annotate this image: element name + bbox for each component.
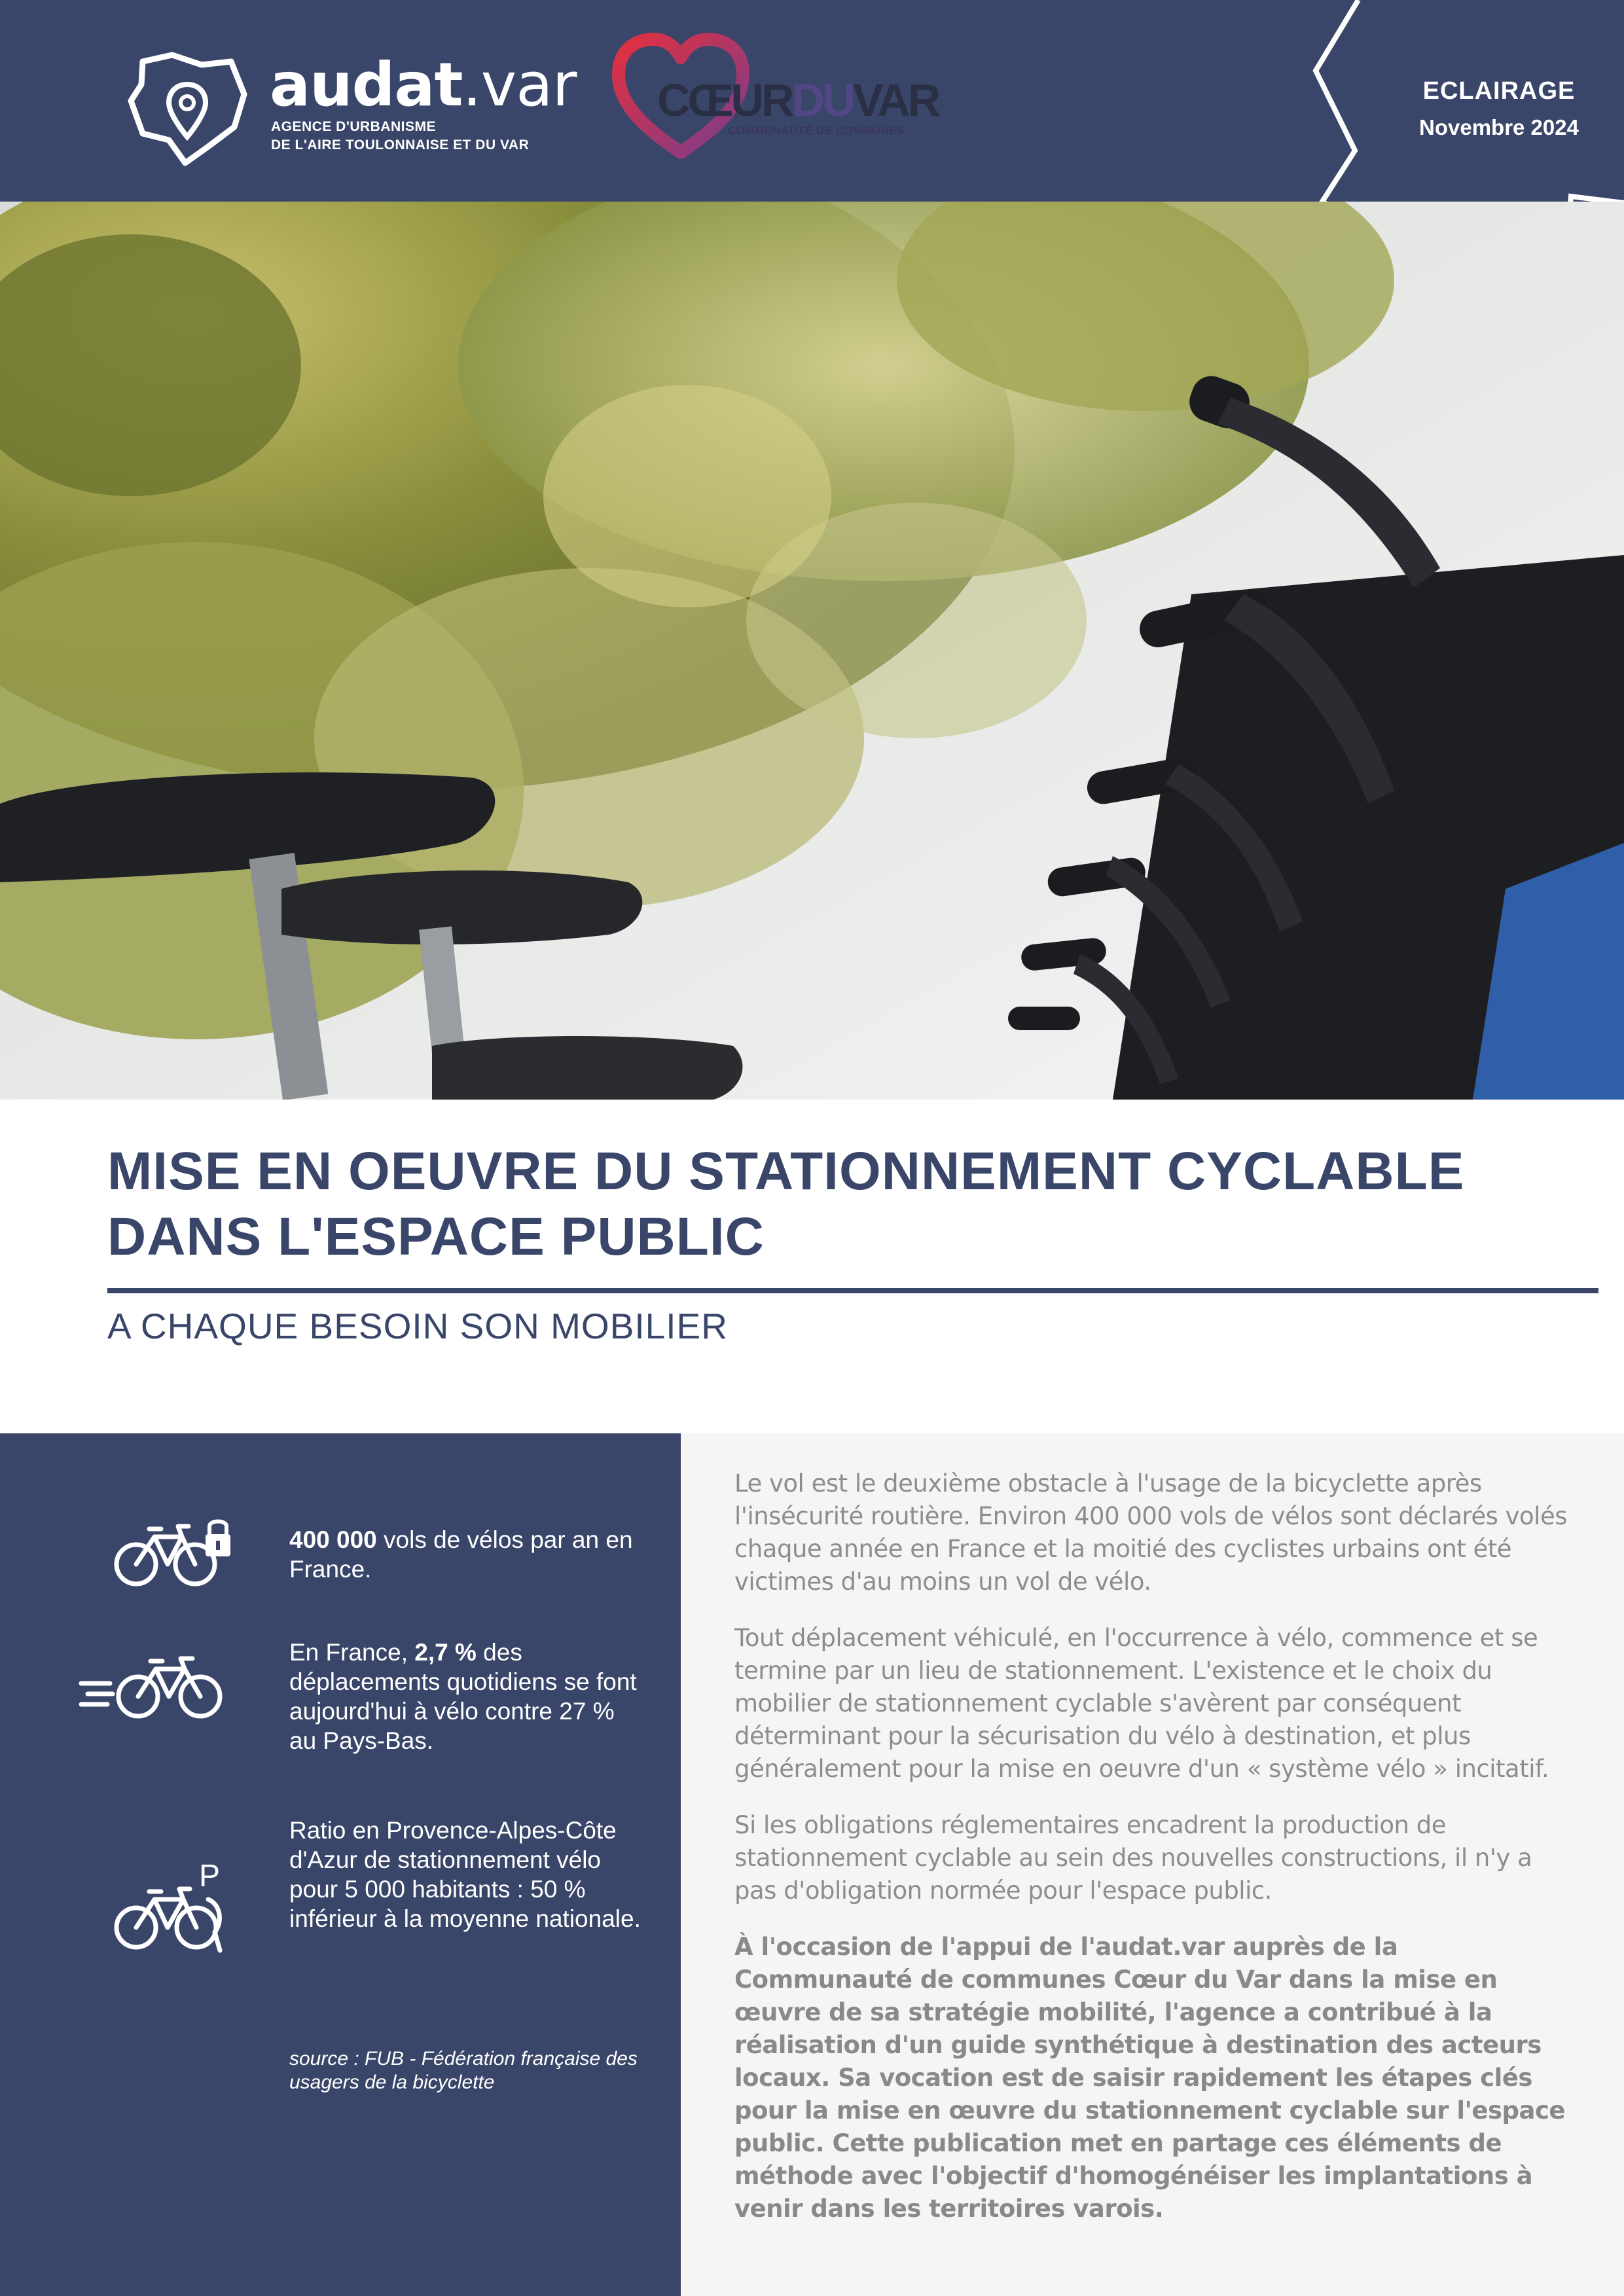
audat-word-bold: audat	[270, 50, 463, 120]
stat-share-label: des déplacements quotidiens se font aujourd'hui à vélo contre 27 % au Pays-Bas.	[289, 1639, 637, 1754]
audat-word-light: .var	[462, 50, 577, 120]
stat-thefts-value: 400 000	[289, 1526, 377, 1553]
bike-speed-icon	[76, 1649, 226, 1721]
title-line2: DANS L'ESPACE PUBLIC	[107, 1207, 765, 1266]
stat-share-value: 2,7 %	[414, 1639, 477, 1666]
svg-text:P: P	[199, 1859, 221, 1893]
cdv-word-mid: DU	[791, 75, 853, 126]
stat-share-prefix: En France,	[289, 1639, 415, 1666]
audat-logo-subtitle	[271, 118, 529, 154]
bike-padlock-icon	[110, 1512, 234, 1590]
stat-thefts	[289, 1525, 643, 1584]
page-title	[107, 1139, 1580, 1270]
stat-modal-share	[289, 1638, 643, 1755]
hero-photo	[0, 202, 1624, 1100]
title-divider	[107, 1288, 1598, 1293]
audat-logo-word	[270, 50, 577, 120]
body-text	[734, 1467, 1572, 2249]
cdv-word-start: CŒUR	[657, 75, 792, 126]
badge-date: Novembre 2024	[1419, 115, 1579, 139]
cdv-word-end: VAR	[852, 75, 939, 126]
body-paragraph: Le vol est le deuxième obstacle à l'usage de la bicyclette après l'insécurité routière. Environ 400 000 vols de vélos sont déclarés volés chaque année en France et la moitié des cyclistes urbains ont été victimes d'au moins un vol de vélo.	[734, 1469, 1567, 1596]
audat-map-pin-icon	[123, 48, 254, 166]
page-subtitle: A CHAQUE BESOIN SON MOBILIER	[107, 1306, 728, 1346]
body-paragraph: Tout déplacement véhiculé, en l'occurrence à vélo, commence et se termine par un lieu de stationnement. L'existence et le choix du mobilier de stationnement cyclable s'avèrent par conséquent déterminant pour la sécurisation du vélo à destination, et plus généralement pour la mise en oeuvre d'un « système vélo » incitatif.	[734, 1624, 1549, 1783]
bike-parking-icon	[110, 1859, 234, 1957]
bicycle-parking-photo	[0, 202, 1624, 1100]
audat-sub-line2: DE L'AIRE TOULONNAISE ET DU VAR	[271, 137, 530, 152]
stat-thefts-label: vols de vélos par an en France.	[289, 1526, 633, 1583]
badge-label: ECLAIRAGE	[1422, 77, 1576, 105]
cdv-logo-subtitle: COMMUNAUTÉ DE COMMUNES	[728, 124, 905, 137]
audat-sub-line1: AGENCE D'URBANISME	[271, 119, 437, 134]
body-paragraph: Si les obligations réglementaires encadrent la production de stationnement cyclable au sein des nouvelles constructions, il n'y a pas d'obligation normée pour l'espace public.	[734, 1811, 1532, 1905]
body-paragraph-highlight: À l'occasion de l'appui de l'audat.var auprès de la Communauté de communes Cœur du Var dans la mise en œuvre de sa stratégie mobilité, l'agence a contribué à la réalisation d'un guide synthétique à destination des acteurs locaux. Sa vocation est de saisir rapidement les étapes clés pour la mise en œuvre du stationnement cyclable sur l'espace public. Cette publication met en partage ces éléments de méthode avec l'objectif d'homogénéiser les implantations à venir dans les territoires varois.	[734, 1933, 1566, 2223]
cdv-logo-word	[657, 75, 939, 126]
stat-parking-ratio: Ratio en Provence-Alpes-Côte d'Azur de stationnement vélo pour 5 000 habitants : 50 % inférieur à la moyenne nationale.	[289, 1817, 641, 1932]
title-line1: MISE EN OEUVRE DU STATIONNEMENT CYCLABLE	[107, 1141, 1465, 1201]
source-note: source : FUB - Fédération française des usagers de la bicyclette	[289, 2048, 638, 2093]
